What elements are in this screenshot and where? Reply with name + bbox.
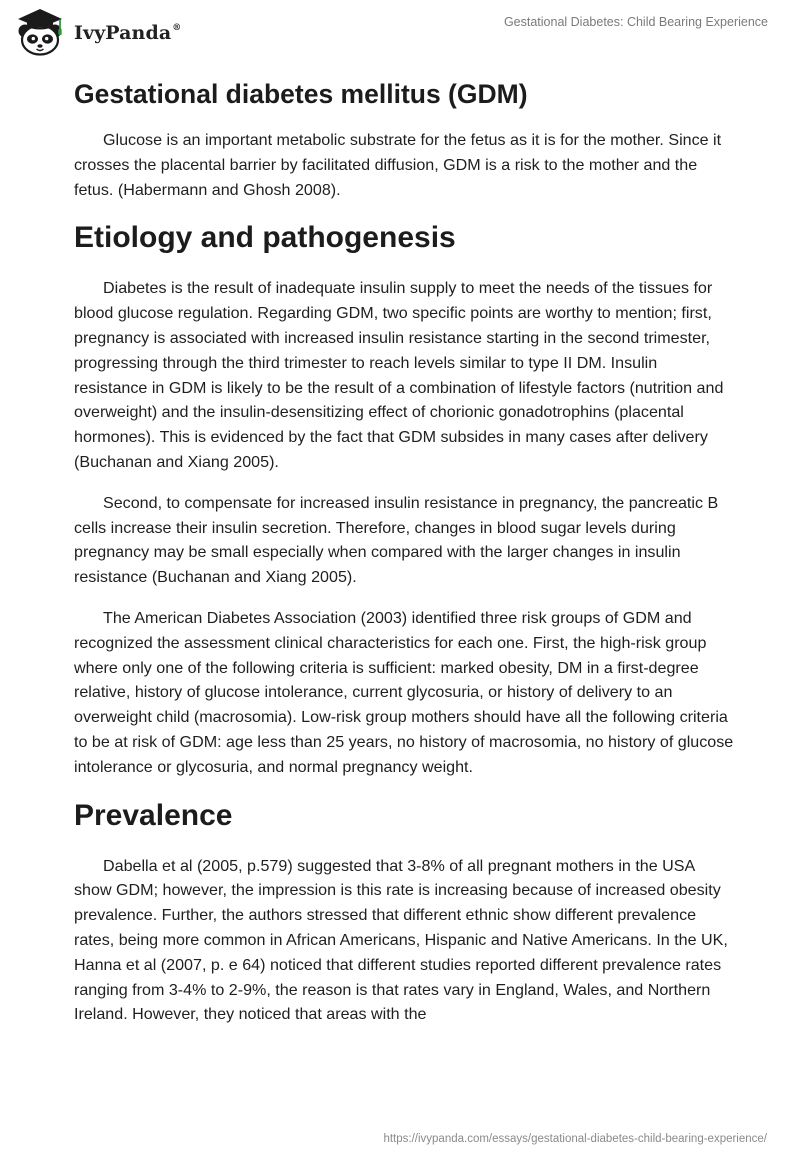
paragraph: The American Diabetes Association (2003) identified three risk groups of GDM and recognized the assessment clinical characteristics for each one. First, the high-risk group where only one of the following criteria is sufficient: marked obesity, DM in a first-degree relative, history of glucose intolerance, current glycosuria, or history of delivery to an overweight child (macrosomia). Low-risk group mothers should have all the following criteria to be at risk of GDM: age less than 25 years, no history of macrosomia, no history of glucose intolerance or glycosuria, and normal pregnancy weight.: [74, 608, 734, 776]
running-title: Gestational Diabetes: Child Bearing Experience: [503, 15, 768, 29]
panda-graduation-cap-icon: [14, 8, 66, 56]
section-heading-etiology: Etiology and pathogenesis: [74, 221, 456, 255]
paragraph: Glucose is an important metabolic substrate for the fetus as it is for the mother. Since it crosses the placental barrier by facilitated diffusion, GDM is a risk to the mother and the fetus. (Habermann and Ghosh 2008).: [74, 131, 722, 199]
paragraph: Second, to compensate for increased insulin resistance in pregnancy, the pancreatic B cells increase their insulin secretion. Therefore, changes in blood sugar levels during pregnancy may be small especially when compared with the larger changes in insulin resistance (Buchanan and Xiang 2005).: [74, 493, 719, 587]
page-header: [0, 0, 800, 64]
brand-logo[interactable]: [14, 8, 181, 56]
essay-content: [74, 76, 734, 1043]
paragraph: Dabella et al (2005, p.579) suggested that 3-8% of all pregnant mothers in the USA show GDM; however, the impression is this rate is increasing because of increased obesity prevalence. Further, the authors stressed that different ethnic show different prevalence rates, being more common in African Americans, Hispanic and Native Americans. In the UK, Hanna et al (2007, p. e 64) noticed that different studies reported different prevalence rates ranging from 3-4% to 2-9%, the reason is that rates vary in England, Wales, and Northern Ireland. However, they noticed that areas with the: [74, 856, 728, 1024]
brand-name: IvyPanda®: [74, 22, 182, 44]
section-heading-gdm: Gestational diabetes mellitus (GDM): [74, 79, 528, 109]
section-heading-prevalence: Prevalence: [74, 798, 233, 832]
paragraph: Diabetes is the result of inadequate insulin supply to meet the needs of the tissues for blood glucose regulation. Regarding GDM, two specific points are worthy to mention; first, pregnancy is associated with increased insulin resistance starting in the second trimester, progressing through the third trimester to reach levels similar to type II DM. Insulin resistance in GDM is likely to be the result of a combination of lifestyle factors (nutrition and overweight) and the insulin-desensitizing effect of chorionic gonadotrophins (placental hormones). This is evidenced by the fact that GDM subsides in many cases after delivery (Buchanan and Xiang 2005).: [74, 279, 724, 471]
source-url[interactable]: https://ivypanda.com/essays/gestational-diabetes-child-bearing-experience/: [383, 1133, 767, 1145]
